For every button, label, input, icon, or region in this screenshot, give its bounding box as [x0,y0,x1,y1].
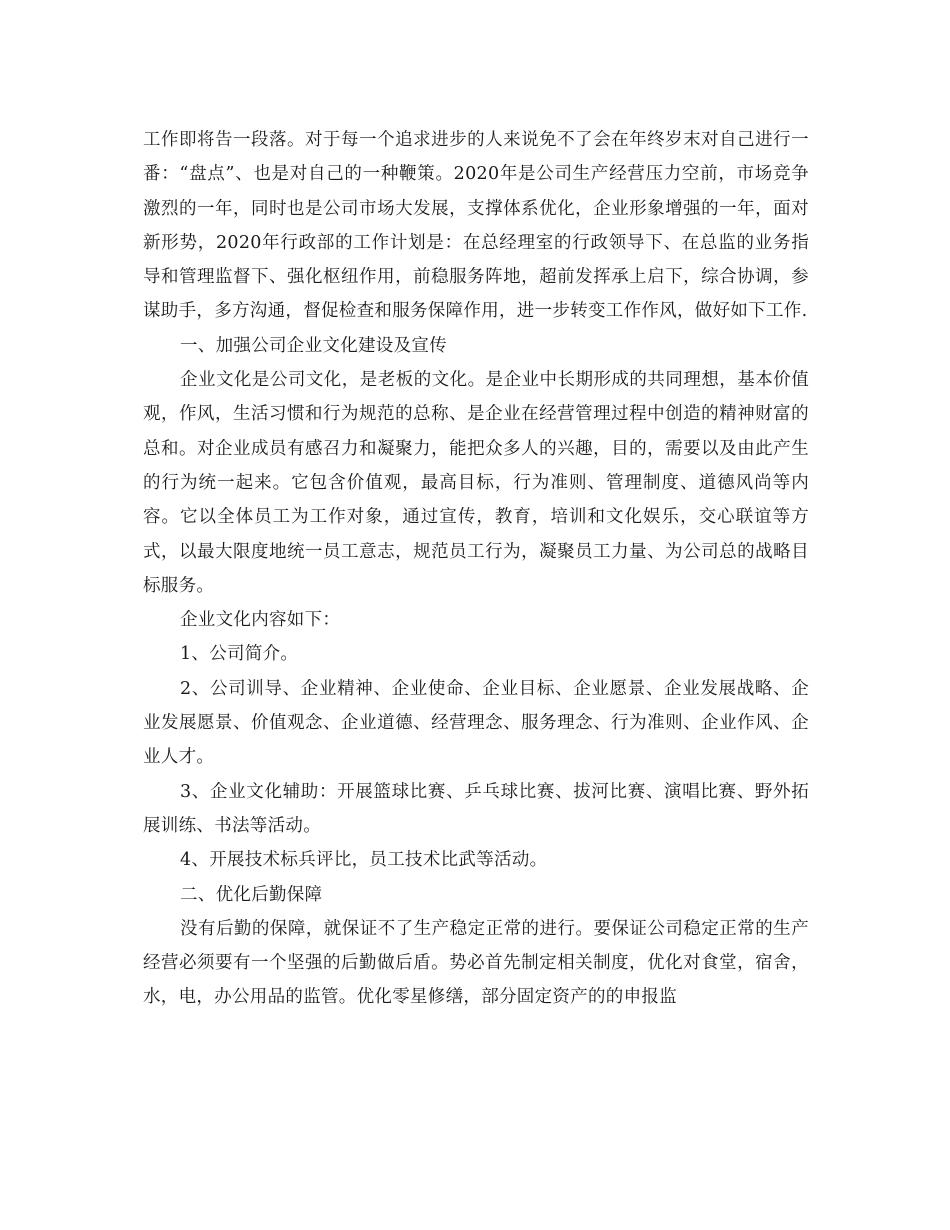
section-heading-logistics: 二、优化后勤保障 [180,884,323,905]
paragraph-culture-definition: 企业文化是公司文化，是老板的文化。是企业中长期形成的共同理想，基本价值观，作风，生活习惯和行为规范的总称、是企业在经营管理过程中创造的精神财富的总和。对企业成员有感召力和凝聚力，能把众多人的兴趣，目的，需要以及由此产生的行为统一起来。它包含价值观，最高目标，行为准则、管理制度、道德风尚等内容。它以全体员工为工作对象，通过宣传，教育，培训和文化娱乐，交心联谊等方式，以最大限度地统一员工意志，规范员工行为，凝聚员工力量、为公司总的战略目标服务。 [143,370,809,596]
list-item-4: 4、开展技术标兵评比，员工技术比武等活动。 [180,850,548,871]
paragraph-culture-contents-intro: 企业文化内容如下： [180,610,341,631]
list-item-3: 3、企业文化辅助：开展篮球比赛、乒乓球比赛、拔河比赛、演唱比赛、野外拓展训练、书法等活动。 [143,781,809,836]
document-body [143,123,809,1015]
paragraph-intro: 工作即将告一段落。对于每一个追求进步的人来说免不了会在年终岁末对自己进行一番：“盘点”、也是对自己的一种鞭策。2020年是公司生产经营压力空前，市场竞争激烈的一年，同时也是公司市场大发展，支撑体系优化，企业形象增强的一年，面对新形势，2020年行政部的工作计划是：在总经理室的行政领导下、在总监的业务指导和管理监督下、强化枢纽作用，前稳服务阵地，超前发挥承上启下，综合协调，参谋助手，多方沟通，督促检查和服务保障作用，进一步转变工作作风，做好如下工作. [143,130,809,322]
section-heading-culture: 一、加强公司企业文化建设及宣传 [180,335,447,356]
list-item-1: 1、公司简介。 [180,644,299,665]
paragraph-logistics: 没有后勤的保障，就保证不了生产稳定正常的进行。要保证公司稳定正常的生产经营必须要有一个坚强的后勤做后盾。势必首先制定相关制度，优化对食堂，宿舍，水，电，办公用品的监管。优化零星修缮，部分固定资产的的申报监 [143,918,809,1008]
list-item-2: 2、公司训导、企业精神、企业使命、企业目标、企业愿景、企业发展战略、企业发展愿景、价值观念、企业道德、经营理念、服务理念、行为准则、企业作风、企业人才。 [143,678,809,768]
